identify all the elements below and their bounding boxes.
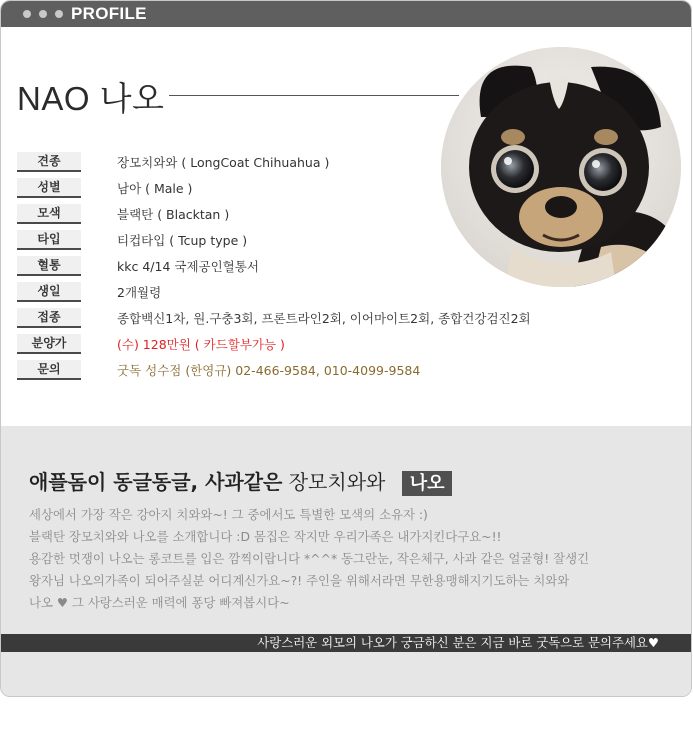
contact-value: 굿독 성수점 (한영규) 02-466-9584, 010-4099-9584: [117, 363, 421, 378]
info-row-vaccination: [17, 305, 677, 331]
info-label: 문의: [17, 360, 81, 380]
description-line: 나오 ♥ 그 사랑스러운 매력에 퐁당 빠져봅시다~: [29, 595, 290, 610]
description-line: 왕자님 나오의가족이 되어주실분 어디계신가요~?! 주인을 위해서라면 무한용맹해지기도하는 치와와: [29, 573, 570, 588]
info-row-pedigree: [17, 253, 677, 279]
info-value: 장모치와와 ( LongCoat Chihuahua ): [117, 155, 330, 170]
description-line: 세상에서 가장 작은 강아지 치와와~! 그 중에서도 특별한 모색의 소유자 :): [29, 507, 428, 522]
info-row-birthday: [17, 279, 677, 305]
info-row-type: [17, 227, 677, 253]
contact-banner: [1, 634, 691, 652]
banner-text: 사랑스러운 외모의 나오가 궁금하신 분은 지금 바로 굿독으로 문의주세요♥: [257, 635, 659, 650]
headline-bold: 애플돔이 동글동글, 사과같은: [29, 470, 283, 494]
info-row-color: [17, 201, 677, 227]
info-value: 티컵타입 ( Tcup type ): [117, 233, 248, 248]
info-label: 분양가: [17, 334, 81, 354]
info-label: 모색: [17, 204, 81, 224]
info-label: 견종: [17, 152, 81, 172]
dog-name: NAO 나오: [17, 80, 165, 117]
name-tag: 나오: [402, 471, 453, 496]
window-dot-icon: [39, 10, 47, 18]
window-dot-icon: [55, 10, 63, 18]
info-row-breed: [17, 149, 677, 175]
info-value: 남아 ( Male ): [117, 181, 193, 196]
description-headline: [29, 466, 452, 496]
description-section: [1, 426, 691, 697]
profile-info-table: [17, 149, 677, 383]
header-title: PROFILE: [71, 4, 147, 23]
info-label: 생일: [17, 282, 81, 302]
headline-light: 장모치와와: [288, 470, 386, 494]
info-row-contact: [17, 357, 677, 383]
description-line: 용감한 멋쟁이 나오는 롱코트를 입은 깜찍이랍니다 *^^* 동그란눈, 작은체구, 사과 같은 얼굴형! 잘생긴: [29, 551, 590, 566]
info-label: 성별: [17, 178, 81, 198]
info-value: kkc 4/14 국제공인혈통서: [117, 259, 259, 274]
profile-header-bar: [1, 1, 691, 27]
info-value: 종합백신1차, 원.구충3회, 프론트라인2회, 이어마이트2회, 종합건강검진2회: [117, 311, 531, 326]
price-value: (수) 128만원 ( 카드할부가능 ): [117, 337, 285, 352]
info-row-price: [17, 331, 677, 357]
info-value: 2개월령: [117, 285, 162, 300]
window-dot-icon: [23, 10, 31, 18]
description-line: 블랙탄 장모치와와 나오를 소개합니다 :D 몸집은 작지만 우리가족은 내가지킨다구요~!!: [29, 529, 502, 544]
info-value: 블랙탄 ( Blacktan ): [117, 207, 230, 222]
info-label: 접종: [17, 308, 81, 328]
title-divider: [169, 95, 459, 96]
info-label: 타입: [17, 230, 81, 250]
description-body: [29, 504, 669, 614]
info-row-gender: [17, 175, 677, 201]
info-label: 혈통: [17, 256, 81, 276]
